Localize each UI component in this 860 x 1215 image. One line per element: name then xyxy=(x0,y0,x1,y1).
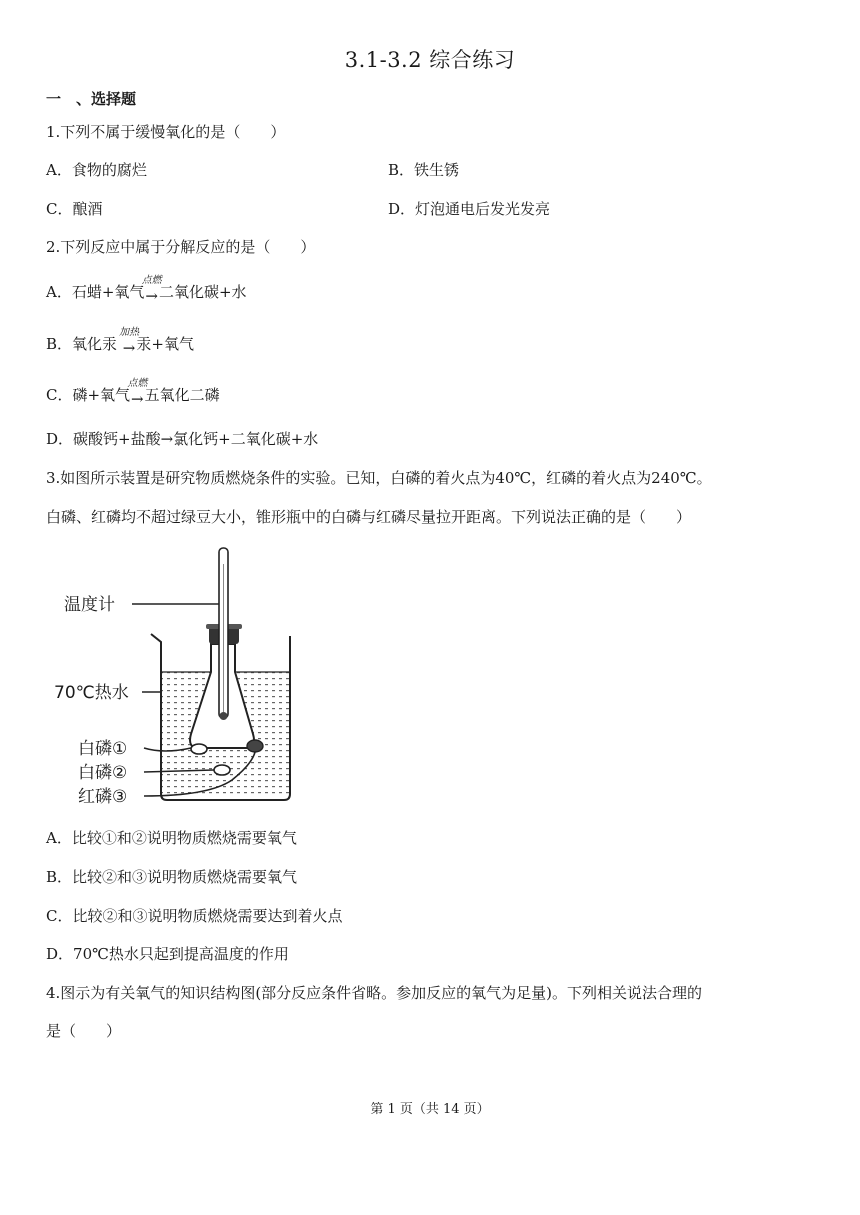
white-phosphorus-2 xyxy=(214,765,230,775)
q3-option-b: B．比较②和③说明物质燃烧需要氧气 xyxy=(46,868,298,886)
q3-stem-line2: 白磷、红磷均不超过绿豆大小，锥形瓶中的白磷与红磷尽量拉开距离。下列说法正确的是（ ） xyxy=(46,508,692,526)
reaction-arrow xyxy=(127,378,148,408)
q2-option-a xyxy=(46,275,247,305)
reaction-condition: 点燃 xyxy=(127,378,148,389)
arrow-icon: → xyxy=(145,287,158,305)
q2-option-d: D．碳酸钙+盐酸→氯化钙+二氧化碳+水 xyxy=(46,430,319,448)
q1-stem: 1.下列不属于缓慢氧化的是（ ） xyxy=(46,123,286,141)
white-phosphorus-1 xyxy=(191,744,207,754)
q2-a-reactants: A．石蜡+氧气 xyxy=(46,283,145,301)
q2-c-products: 五氧化二磷 xyxy=(144,386,220,404)
q2-b-products: 汞+氧气 xyxy=(136,335,194,353)
red-phosphorus-3 xyxy=(247,740,263,752)
reaction-arrow xyxy=(141,275,162,305)
thermometer-label: 温度计 xyxy=(64,595,115,615)
q3-option-d: D．70℃热水只起到提高温度的作用 xyxy=(46,945,289,963)
white-phosphorus-2-label: 白磷② xyxy=(78,763,128,783)
q2-b-reactants: B．氧化汞 xyxy=(46,335,122,353)
reaction-arrow xyxy=(119,327,140,357)
q2-option-b xyxy=(46,327,194,357)
arrow-icon: → xyxy=(122,339,136,357)
q3-stem-line1: 3.如图所示装置是研究物质燃烧条件的实验。已知，白磷的着火点为40℃，红磷的着火点为240℃。 xyxy=(46,469,712,487)
q3-option-c: C．比较②和③说明物质燃烧需要达到着火点 xyxy=(46,907,343,925)
q4-stem-line2: 是（ ） xyxy=(46,1022,122,1040)
section-heading: 一 、选择题 xyxy=(46,90,137,108)
q2-option-c xyxy=(46,378,220,408)
q3-option-a: A．比较①和②说明物质燃烧需要氧气 xyxy=(46,829,297,847)
page-title: 3.1-3.2 综合练习 xyxy=(344,48,516,72)
q1-option-c: C．酿酒 xyxy=(46,200,103,218)
q4-stem-line1: 4.图示为有关氧气的知识结构图(部分反应条件省略。参加反应的氧气为足量)。下列相关说法合理的 xyxy=(46,984,703,1002)
q1-option-a: A．食物的腐烂 xyxy=(46,161,147,179)
page-footer: 第 1 页（共 14 页） xyxy=(370,1102,490,1117)
q1-option-b: B．铁生锈 xyxy=(388,161,460,179)
q2-a-products: 二氧化碳+水 xyxy=(158,283,247,301)
q2-stem: 2.下列反应中属于分解反应的是（ ） xyxy=(46,238,316,256)
q2-c-reactants: C．磷+氧气 xyxy=(46,386,131,404)
water-label: 70℃热水 xyxy=(54,683,129,703)
red-phosphorus-3-label: 红磷③ xyxy=(78,787,128,807)
white-phosphorus-1-label: 白磷① xyxy=(78,739,128,759)
reaction-condition: 加热 xyxy=(119,327,140,338)
combustion-apparatus-figure xyxy=(54,544,314,812)
arrow-icon: → xyxy=(131,390,144,408)
reaction-condition: 点燃 xyxy=(141,275,162,286)
q1-option-d: D．灯泡通电后发光发亮 xyxy=(388,200,551,218)
